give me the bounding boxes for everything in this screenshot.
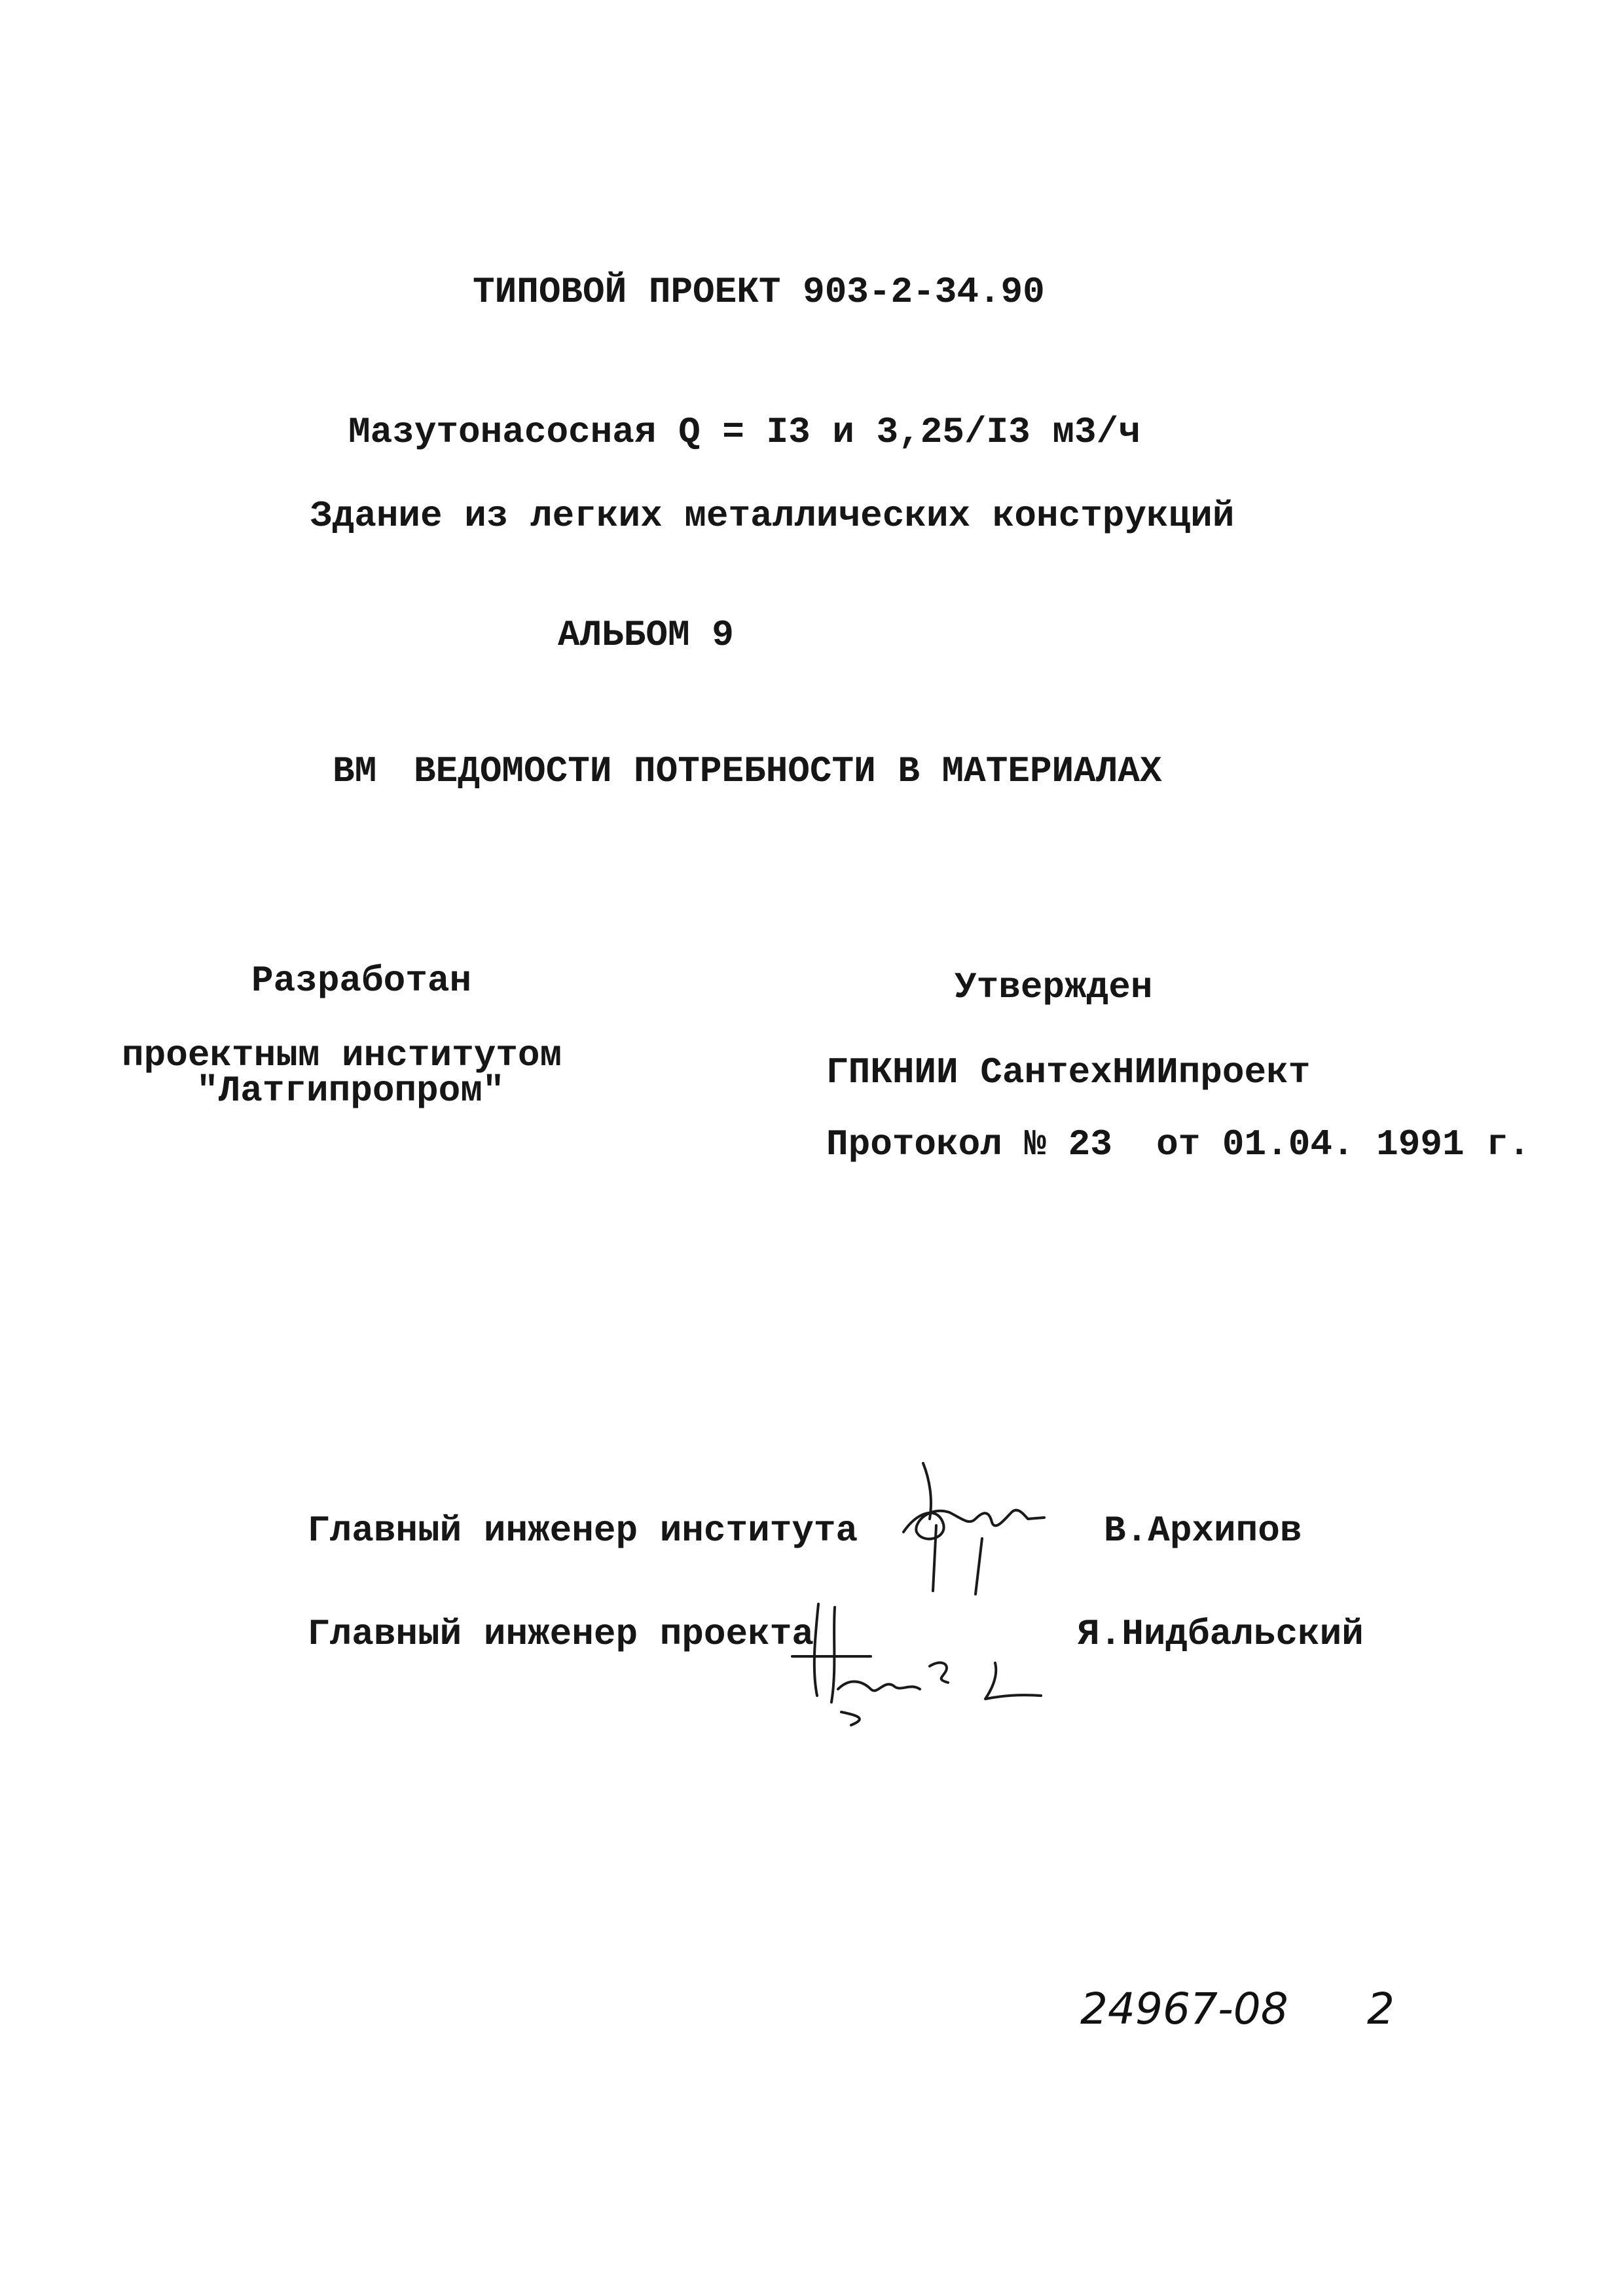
- signatory-name-institute: В.Архипов: [1104, 1510, 1302, 1552]
- album-number: АЛЬБОМ 9: [558, 614, 734, 656]
- signature-project-engineer: [779, 1597, 1093, 1728]
- section-code: ВМ: [333, 750, 377, 792]
- signatory-name-project: Я.Нидбальский: [1078, 1613, 1364, 1655]
- facility-description: Мазутонасосная Q = I3 и 3,25/I3 м3/ч: [348, 411, 1140, 453]
- project-title: ТИПОВОЙ ПРОЕКТ 903-2-34.90: [473, 271, 1045, 313]
- signatory-role-project: Главный инженер проекта: [308, 1613, 814, 1655]
- developer-line1: проектным институтом: [122, 1034, 562, 1076]
- approved-heading: Утвержден: [955, 966, 1153, 1008]
- section-title: ВЕДОМОСТИ ПОТРЕБНОСТИ В МАТЕРИАЛАХ: [414, 750, 1162, 792]
- approval-protocol: Протокол № 23 от 01.04. 1991 г.: [826, 1123, 1531, 1165]
- signatory-role-institute: Главный инженер института: [308, 1510, 858, 1552]
- building-description: Здание из легких металлических конструкций: [310, 495, 1235, 537]
- page-number: 2: [1367, 1984, 1395, 2034]
- signature-institute-engineer: [877, 1460, 1074, 1604]
- developer-name: "Латгипропром": [196, 1070, 505, 1112]
- inventory-number: 24967-08: [1080, 1984, 1288, 2034]
- developed-heading: Разработан: [251, 960, 472, 1002]
- approver-organization: ГПКНИИ СантехНИИпроект: [826, 1051, 1311, 1093]
